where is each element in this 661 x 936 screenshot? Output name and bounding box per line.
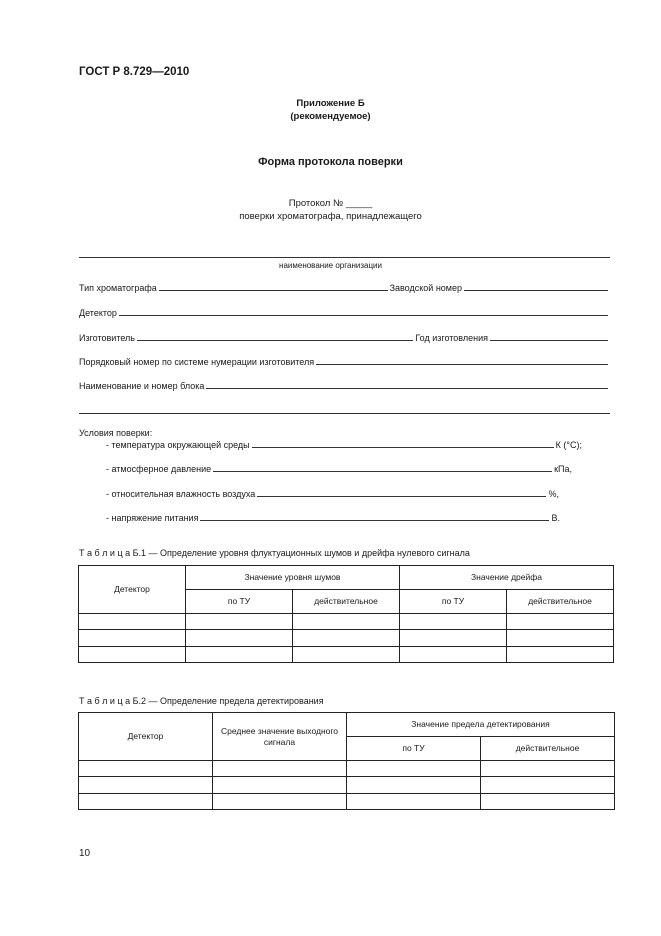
table1-header-noise-actual: действительное <box>293 590 400 614</box>
detector-row <box>79 308 610 318</box>
table1 <box>78 565 614 663</box>
protocol-number-line: Протокол № _____ <box>288 198 373 209</box>
table-cell[interactable] <box>79 614 186 630</box>
appendix-heading <box>0 97 661 123</box>
condition-temperature-row <box>106 440 582 450</box>
table-row <box>79 630 614 647</box>
condition-humidity-label: - относительная влажность воздуха <box>106 489 256 499</box>
table-row <box>79 647 614 663</box>
table-cell[interactable] <box>213 777 347 794</box>
ordinal-number-label: Порядковый номер по системе нумерации изготовителя <box>79 357 315 367</box>
table-cell[interactable] <box>293 647 400 663</box>
table1-caption <box>79 548 470 558</box>
table2-caption <box>79 696 324 706</box>
table-cell[interactable] <box>186 630 293 647</box>
form-title: Форма протокола поверки <box>258 156 403 168</box>
table-cell[interactable] <box>186 647 293 663</box>
ordinal-number-blank[interactable] <box>316 364 608 365</box>
table-cell[interactable] <box>79 761 213 777</box>
condition-pressure-unit: кПа, <box>554 464 572 474</box>
table2-header-detector: Детектор <box>79 713 213 761</box>
serial-number-label: Заводской номер <box>389 283 462 293</box>
serial-number-blank[interactable] <box>464 290 608 291</box>
conditions-title: Условия поверки: <box>79 428 153 438</box>
table1-caption-prefix: Т а б л и ц а Б.1 <box>79 548 147 558</box>
block-name-row <box>79 381 610 391</box>
table-cell[interactable] <box>293 630 400 647</box>
block-name-blank[interactable] <box>206 388 608 389</box>
condition-pressure-row <box>106 464 572 474</box>
organization-blank[interactable] <box>79 257 610 258</box>
table-cell[interactable] <box>213 794 347 810</box>
table-cell[interactable] <box>347 777 481 794</box>
extra-blank-line[interactable] <box>79 413 610 414</box>
table-cell[interactable] <box>79 647 186 663</box>
condition-voltage-blank[interactable] <box>200 520 549 521</box>
table-cell[interactable] <box>347 794 481 810</box>
table1-header-noise-spec: по ТУ <box>186 590 293 614</box>
chromatograph-type-row <box>79 283 610 293</box>
table2-caption-prefix: Т а б л и ц а Б.2 <box>79 696 147 706</box>
table-cell[interactable] <box>186 614 293 630</box>
table-cell[interactable] <box>507 630 614 647</box>
block-name-label: Наименование и номер блока <box>79 381 205 391</box>
appendix-title: Приложение Б <box>296 98 365 109</box>
detector-label: Детектор <box>79 308 117 318</box>
manufacturer-row <box>79 333 610 343</box>
table1-header-drift: Значение дрейфа <box>400 566 614 590</box>
year-label: Год изготовления <box>415 333 488 343</box>
table2-header-limit-spec: по ТУ <box>347 737 481 761</box>
table2-header-mean: Среднее значение выходного сигнала <box>213 713 347 761</box>
chromatograph-type-blank[interactable] <box>159 290 388 291</box>
table2-header-limit: Значение предела детектирования <box>347 713 615 737</box>
condition-pressure-label: - атмосферное давление <box>106 464 212 474</box>
table2-caption-text: — Определение предела детектирования <box>148 696 324 706</box>
table-cell[interactable] <box>400 614 507 630</box>
protocol-heading <box>0 197 661 223</box>
manufacturer-blank[interactable] <box>137 340 413 341</box>
table-cell[interactable] <box>79 777 213 794</box>
condition-humidity-blank[interactable] <box>257 496 546 497</box>
standard-header: ГОСТ Р 8.729—2010 <box>79 66 190 78</box>
condition-pressure-blank[interactable] <box>213 471 552 472</box>
table-row <box>79 761 615 777</box>
condition-humidity-unit: %, <box>548 489 559 499</box>
organization-caption: наименование организации <box>279 261 382 270</box>
table-cell[interactable] <box>481 777 615 794</box>
page-number: 10 <box>79 848 91 859</box>
table-cell[interactable] <box>293 614 400 630</box>
table-row <box>79 794 615 810</box>
table-row <box>79 777 615 794</box>
table-cell[interactable] <box>400 647 507 663</box>
condition-voltage-row <box>106 513 560 523</box>
year-blank[interactable] <box>490 340 608 341</box>
table-row <box>79 614 614 630</box>
table-cell[interactable] <box>507 614 614 630</box>
table2-header-limit-actual: действительное <box>481 737 615 761</box>
appendix-note: (рекомендуемое) <box>290 111 371 122</box>
condition-voltage-label: - напряжение питания <box>106 513 199 523</box>
chromatograph-type-label: Тип хроматографа <box>79 283 157 293</box>
table-cell[interactable] <box>79 630 186 647</box>
condition-temperature-blank[interactable] <box>252 447 554 448</box>
table1-header-noise: Значение уровня шумов <box>186 566 400 590</box>
table-cell[interactable] <box>481 794 615 810</box>
table2 <box>78 712 615 810</box>
manufacturer-label: Изготовитель <box>79 333 135 343</box>
table-cell[interactable] <box>213 761 347 777</box>
protocol-owner-line: поверки хроматографа, принадлежащего <box>239 211 422 222</box>
table1-header-drift-spec: по ТУ <box>400 590 507 614</box>
table-cell[interactable] <box>400 630 507 647</box>
detector-blank[interactable] <box>119 315 608 316</box>
table1-caption-text: — Определение уровня флуктуационных шумов и дрейфа нулевого сигнала <box>148 548 470 558</box>
table-cell[interactable] <box>507 647 614 663</box>
table1-header-detector: Детектор <box>79 566 186 614</box>
condition-humidity-row <box>106 489 559 499</box>
condition-temperature-label: - температура окружающей среды <box>106 440 250 450</box>
condition-temperature-unit: К (°С); <box>555 440 582 450</box>
table1-header-drift-actual: действительное <box>507 590 614 614</box>
table-cell[interactable] <box>347 761 481 777</box>
table-cell[interactable] <box>79 794 213 810</box>
table-cell[interactable] <box>481 761 615 777</box>
condition-voltage-unit: В. <box>551 513 560 523</box>
ordinal-number-row <box>79 357 610 367</box>
